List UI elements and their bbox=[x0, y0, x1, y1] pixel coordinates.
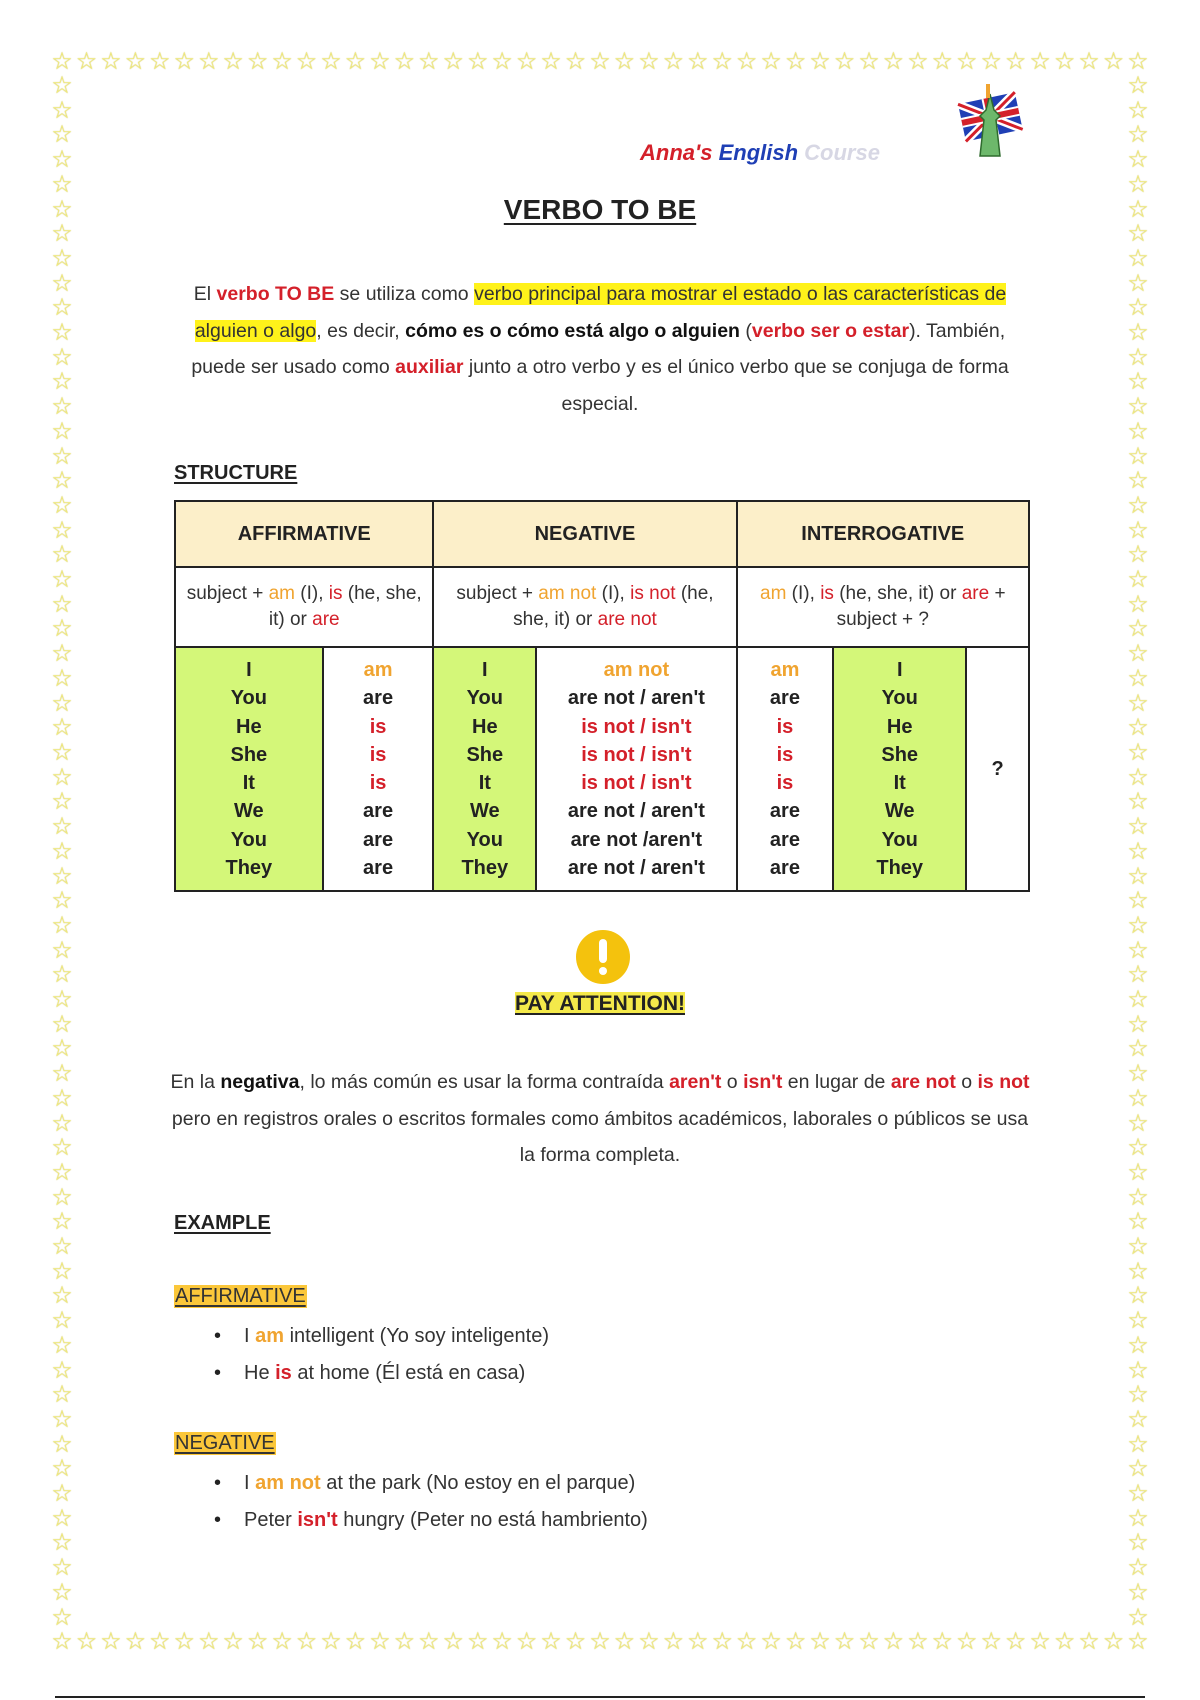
star-icon: ☆ bbox=[1004, 48, 1027, 75]
star-icon: ☆ bbox=[369, 48, 391, 75]
uk-flag-statue-logo-icon bbox=[950, 80, 1030, 160]
star-icon: ☆ bbox=[1127, 319, 1149, 347]
star-icon: ☆ bbox=[369, 1628, 391, 1655]
star-icon: ☆ bbox=[51, 491, 73, 519]
star-icon: ☆ bbox=[51, 1257, 73, 1285]
star-icon: ☆ bbox=[931, 48, 954, 75]
star-icon: ☆ bbox=[1078, 1628, 1100, 1655]
star-icon: ☆ bbox=[1127, 195, 1149, 223]
star-icon: ☆ bbox=[858, 1628, 880, 1655]
star-icon: ☆ bbox=[466, 1628, 489, 1655]
interrogative-rule: am (I), is (he, she, it) or are + subject + ? bbox=[737, 567, 1029, 647]
star-icon: ☆ bbox=[51, 170, 73, 198]
star-icon: ☆ bbox=[1127, 467, 1149, 495]
star-icon: ☆ bbox=[393, 1628, 416, 1655]
star-icon: ☆ bbox=[51, 837, 73, 865]
header-interrogative: INTERROGATIVE bbox=[737, 501, 1029, 567]
verb-to-be-table bbox=[174, 500, 1030, 892]
star-icon: ☆ bbox=[1029, 1628, 1051, 1655]
star-icon: ☆ bbox=[1127, 1405, 1149, 1433]
star-icon: ☆ bbox=[613, 48, 636, 75]
star-icon: ☆ bbox=[1127, 121, 1149, 149]
star-icon: ☆ bbox=[1053, 1628, 1076, 1655]
star-icon: ☆ bbox=[51, 1455, 73, 1483]
star-icon: ☆ bbox=[1127, 1282, 1149, 1310]
star-icon: ☆ bbox=[907, 1628, 929, 1655]
brand-title: Anna's English Course bbox=[640, 140, 880, 165]
star-icon: ☆ bbox=[980, 1628, 1002, 1655]
star-icon: ☆ bbox=[197, 1628, 220, 1655]
star-icon: ☆ bbox=[51, 1208, 73, 1236]
star-icon: ☆ bbox=[51, 1282, 73, 1310]
star-icon: ☆ bbox=[1127, 1356, 1149, 1384]
star-icon: ☆ bbox=[51, 1183, 73, 1211]
star-icon: ☆ bbox=[1127, 961, 1149, 989]
star-icon: ☆ bbox=[51, 1134, 73, 1162]
star-icon: ☆ bbox=[589, 48, 611, 75]
star-icon: ☆ bbox=[51, 1158, 73, 1186]
star-icon: ☆ bbox=[295, 48, 318, 75]
star-icon: ☆ bbox=[51, 1430, 73, 1458]
star-icon: ☆ bbox=[51, 294, 73, 322]
star-icon: ☆ bbox=[1127, 269, 1149, 297]
star-icon: ☆ bbox=[51, 1554, 73, 1582]
negative-examples-list bbox=[214, 1465, 648, 1538]
star-icon: ☆ bbox=[442, 1628, 464, 1655]
star-icon: ☆ bbox=[51, 936, 73, 964]
star-icon: ☆ bbox=[1127, 368, 1149, 396]
star-icon: ☆ bbox=[51, 590, 73, 618]
list-item: • He is at home (Él está en casa) bbox=[214, 1355, 549, 1392]
table-rule-row bbox=[175, 567, 1029, 647]
star-icon: ☆ bbox=[271, 1628, 293, 1655]
star-icon: ☆ bbox=[1127, 1381, 1149, 1409]
star-icon: ☆ bbox=[51, 1603, 73, 1631]
star-icon: ☆ bbox=[1127, 1233, 1149, 1261]
star-icon: ☆ bbox=[1127, 1208, 1149, 1236]
star-icon: ☆ bbox=[51, 1010, 73, 1038]
star-icon: ☆ bbox=[51, 788, 73, 816]
star-icon: ☆ bbox=[51, 615, 73, 643]
table-conjugation-row bbox=[175, 647, 1029, 891]
star-icon: ☆ bbox=[51, 887, 73, 915]
star-icon: ☆ bbox=[197, 48, 220, 75]
pay-attention-label: PAY ATTENTION! bbox=[515, 992, 685, 1015]
star-icon: ☆ bbox=[222, 1628, 244, 1655]
star-icon: ☆ bbox=[418, 48, 440, 75]
star-icon: ☆ bbox=[540, 48, 562, 75]
star-icon: ☆ bbox=[956, 1628, 978, 1655]
star-icon: ☆ bbox=[466, 48, 489, 75]
star-icon: ☆ bbox=[320, 48, 342, 75]
star-icon: ☆ bbox=[1127, 1109, 1149, 1137]
star-icon: ☆ bbox=[1127, 146, 1149, 174]
star-icon: ☆ bbox=[51, 269, 73, 297]
star-icon: ☆ bbox=[1127, 417, 1149, 445]
star-icon: ☆ bbox=[1127, 566, 1149, 594]
star-icon: ☆ bbox=[100, 1628, 122, 1655]
example-heading: EXAMPLE bbox=[174, 1212, 271, 1234]
star-icon: ☆ bbox=[687, 1628, 709, 1655]
star-icon: ☆ bbox=[1127, 1183, 1149, 1211]
star-icon: ☆ bbox=[1127, 763, 1149, 791]
star-icon: ☆ bbox=[882, 1628, 905, 1655]
star-icon: ☆ bbox=[51, 48, 73, 75]
star-icon: ☆ bbox=[1127, 615, 1149, 643]
star-icon: ☆ bbox=[784, 48, 807, 75]
star-icon: ☆ bbox=[1127, 72, 1149, 99]
star-icon: ☆ bbox=[1127, 343, 1149, 371]
star-icon: ☆ bbox=[907, 48, 929, 75]
star-icon: ☆ bbox=[980, 48, 1002, 75]
star-icon: ☆ bbox=[1078, 48, 1100, 75]
star-icon: ☆ bbox=[1127, 788, 1149, 816]
star-icon: ☆ bbox=[1127, 516, 1149, 544]
star-icon: ☆ bbox=[1127, 1307, 1149, 1335]
star-icon: ☆ bbox=[589, 1628, 611, 1655]
star-icon: ☆ bbox=[1127, 590, 1149, 618]
star-icon: ☆ bbox=[1127, 1010, 1149, 1038]
star-icon: ☆ bbox=[662, 48, 685, 75]
star-icon: ☆ bbox=[344, 48, 367, 75]
star-icon: ☆ bbox=[613, 1628, 636, 1655]
star-icon: ☆ bbox=[1127, 1480, 1149, 1508]
star-icon: ☆ bbox=[51, 1307, 73, 1335]
star-icon: ☆ bbox=[51, 689, 73, 717]
star-icon: ☆ bbox=[1127, 689, 1149, 717]
star-border-bottom bbox=[50, 1630, 1150, 1654]
star-icon: ☆ bbox=[735, 1628, 758, 1655]
star-icon: ☆ bbox=[1127, 1134, 1149, 1162]
star-icon: ☆ bbox=[1127, 1257, 1149, 1285]
negative-subjects: I You He She It We You They bbox=[433, 647, 536, 891]
star-icon: ☆ bbox=[51, 763, 73, 791]
star-icon: ☆ bbox=[1127, 220, 1149, 248]
star-icon: ☆ bbox=[51, 244, 73, 272]
star-icon: ☆ bbox=[1127, 1455, 1149, 1483]
star-icon: ☆ bbox=[51, 146, 73, 174]
star-icon: ☆ bbox=[711, 1628, 733, 1655]
list-item: • I am intelligent (Yo soy inteligente) bbox=[214, 1318, 549, 1355]
star-icon: ☆ bbox=[51, 640, 73, 668]
star-icon: ☆ bbox=[760, 48, 782, 75]
star-icon: ☆ bbox=[295, 1628, 318, 1655]
star-icon: ☆ bbox=[124, 48, 147, 75]
star-icon: ☆ bbox=[1127, 813, 1149, 841]
structure-heading: STRUCTURE bbox=[174, 462, 298, 484]
star-icon: ☆ bbox=[149, 1628, 171, 1655]
star-icon: ☆ bbox=[124, 1628, 147, 1655]
star-icon: ☆ bbox=[1004, 1628, 1027, 1655]
star-border-right bbox=[1126, 74, 1150, 1630]
star-icon: ☆ bbox=[51, 911, 73, 939]
star-icon: ☆ bbox=[1127, 664, 1149, 692]
star-icon: ☆ bbox=[515, 1628, 538, 1655]
star-icon: ☆ bbox=[246, 1628, 269, 1655]
star-icon: ☆ bbox=[1127, 986, 1149, 1014]
star-icon: ☆ bbox=[51, 319, 73, 347]
star-icon: ☆ bbox=[75, 1628, 98, 1655]
star-icon: ☆ bbox=[1127, 244, 1149, 272]
star-icon: ☆ bbox=[51, 714, 73, 742]
star-icon: ☆ bbox=[1127, 837, 1149, 865]
star-icon: ☆ bbox=[173, 1628, 196, 1655]
star-icon: ☆ bbox=[51, 1084, 73, 1112]
star-icon: ☆ bbox=[51, 72, 73, 99]
attention-paragraph: En la negativa, lo más común es usar la forma contraída aren't o isn't en lugar de are not o is not pero en registros orales o escritos formales como ámbitos académicos, laborales o públicos se usa la forma completa. bbox=[170, 1071, 1030, 1166]
star-icon: ☆ bbox=[51, 1331, 73, 1359]
star-icon: ☆ bbox=[1127, 170, 1149, 198]
star-icon: ☆ bbox=[1127, 1430, 1149, 1458]
star-icon: ☆ bbox=[1127, 491, 1149, 519]
star-icon: ☆ bbox=[100, 48, 122, 75]
star-icon: ☆ bbox=[51, 566, 73, 594]
affirmative-examples-list bbox=[214, 1318, 549, 1391]
star-icon: ☆ bbox=[51, 1035, 73, 1063]
star-icon: ☆ bbox=[1127, 1603, 1149, 1631]
star-icon: ☆ bbox=[1127, 1035, 1149, 1063]
star-icon: ☆ bbox=[51, 961, 73, 989]
star-icon: ☆ bbox=[1127, 1158, 1149, 1186]
star-icon: ☆ bbox=[320, 1628, 342, 1655]
star-icon: ☆ bbox=[51, 516, 73, 544]
star-icon: ☆ bbox=[1127, 1578, 1149, 1606]
star-icon: ☆ bbox=[638, 1628, 660, 1655]
header-affirmative: AFFIRMATIVE bbox=[175, 501, 433, 567]
star-icon: ☆ bbox=[1127, 738, 1149, 766]
star-icon: ☆ bbox=[931, 1628, 954, 1655]
star-icon: ☆ bbox=[1127, 911, 1149, 939]
star-icon: ☆ bbox=[809, 1628, 831, 1655]
star-icon: ☆ bbox=[1102, 1628, 1125, 1655]
star-icon: ☆ bbox=[51, 738, 73, 766]
star-icon: ☆ bbox=[393, 48, 416, 75]
star-icon: ☆ bbox=[956, 48, 978, 75]
question-mark-cell: ? bbox=[966, 647, 1029, 891]
star-icon: ☆ bbox=[1127, 640, 1149, 668]
exclamation-icon bbox=[576, 930, 630, 984]
star-icon: ☆ bbox=[1127, 442, 1149, 470]
intro-paragraph: El verbo TO BE se utiliza como verbo principal para mostrar el estado o las características de alguien o algo, es decir, cómo es o cómo está algo o alguien (verbo ser o estar). También, puede ser usado como auxiliar junto a otro verbo y es el único verbo que se conjuga de forma especial. bbox=[191, 283, 1009, 415]
star-icon: ☆ bbox=[149, 48, 171, 75]
star-icon: ☆ bbox=[1127, 294, 1149, 322]
star-icon: ☆ bbox=[51, 368, 73, 396]
interrogative-subjects: I You He She It We You They bbox=[833, 647, 966, 891]
star-icon: ☆ bbox=[833, 1628, 856, 1655]
star-icon: ☆ bbox=[51, 813, 73, 841]
star-icon: ☆ bbox=[51, 393, 73, 421]
star-icon: ☆ bbox=[51, 1060, 73, 1088]
star-icon: ☆ bbox=[51, 1480, 73, 1508]
star-icon: ☆ bbox=[1127, 393, 1149, 421]
star-icon: ☆ bbox=[833, 48, 856, 75]
star-icon: ☆ bbox=[173, 48, 196, 75]
affirmative-subjects: I You He She It We You They bbox=[175, 647, 323, 891]
star-icon: ☆ bbox=[51, 664, 73, 692]
star-icon: ☆ bbox=[1053, 48, 1076, 75]
star-icon: ☆ bbox=[51, 96, 73, 124]
example-negative-label: NEGATIVE bbox=[175, 1432, 275, 1454]
star-icon: ☆ bbox=[51, 986, 73, 1014]
star-icon: ☆ bbox=[246, 48, 269, 75]
affirmative-verbs: am are is is is are are are bbox=[323, 647, 434, 891]
table-header-row bbox=[175, 501, 1029, 567]
star-icon: ☆ bbox=[1127, 862, 1149, 890]
star-icon: ☆ bbox=[51, 195, 73, 223]
star-icon: ☆ bbox=[1127, 1060, 1149, 1088]
page-title: VERBO TO BE bbox=[503, 194, 697, 225]
star-icon: ☆ bbox=[1102, 48, 1125, 75]
star-icon: ☆ bbox=[491, 1628, 513, 1655]
footer-rule bbox=[55, 1696, 1145, 1698]
list-item: • I am not at the park (No estoy en el parque) bbox=[214, 1465, 648, 1502]
star-icon: ☆ bbox=[687, 48, 709, 75]
star-icon: ☆ bbox=[1127, 936, 1149, 964]
star-icon: ☆ bbox=[515, 48, 538, 75]
star-icon: ☆ bbox=[1029, 48, 1051, 75]
star-icon: ☆ bbox=[51, 343, 73, 371]
star-icon: ☆ bbox=[1127, 1504, 1149, 1532]
star-icon: ☆ bbox=[662, 1628, 685, 1655]
star-icon: ☆ bbox=[540, 1628, 562, 1655]
star-icon: ☆ bbox=[51, 541, 73, 569]
star-icon: ☆ bbox=[51, 1504, 73, 1532]
star-icon: ☆ bbox=[51, 220, 73, 248]
affirmative-rule: subject + am (I), is (he, she, it) or are bbox=[175, 567, 433, 647]
star-icon: ☆ bbox=[51, 1381, 73, 1409]
negative-verbs: am not are not / aren't is not / isn't is not / isn't is not / isn't are not / aren't are not /aren't are not / aren't bbox=[536, 647, 736, 891]
star-icon: ☆ bbox=[1127, 541, 1149, 569]
star-icon: ☆ bbox=[222, 48, 244, 75]
star-icon: ☆ bbox=[1127, 1628, 1149, 1655]
star-icon: ☆ bbox=[344, 1628, 367, 1655]
star-icon: ☆ bbox=[51, 121, 73, 149]
star-icon: ☆ bbox=[51, 1356, 73, 1384]
header-negative: NEGATIVE bbox=[433, 501, 736, 567]
star-icon: ☆ bbox=[51, 442, 73, 470]
star-icon: ☆ bbox=[1127, 1554, 1149, 1582]
star-icon: ☆ bbox=[1127, 1529, 1149, 1557]
star-border-top bbox=[50, 50, 1150, 74]
star-icon: ☆ bbox=[271, 48, 293, 75]
star-icon: ☆ bbox=[1127, 1331, 1149, 1359]
star-icon: ☆ bbox=[51, 1233, 73, 1261]
star-icon: ☆ bbox=[711, 48, 733, 75]
star-icon: ☆ bbox=[638, 48, 660, 75]
star-icon: ☆ bbox=[51, 1628, 73, 1655]
star-icon: ☆ bbox=[784, 1628, 807, 1655]
star-border-left bbox=[50, 74, 74, 1630]
star-icon: ☆ bbox=[442, 48, 464, 75]
star-icon: ☆ bbox=[882, 48, 905, 75]
star-icon: ☆ bbox=[51, 1109, 73, 1137]
star-icon: ☆ bbox=[1127, 714, 1149, 742]
star-icon: ☆ bbox=[1127, 887, 1149, 915]
star-icon: ☆ bbox=[809, 48, 831, 75]
list-item: • Peter isn't hungry (Peter no está hambriento) bbox=[214, 1502, 648, 1539]
star-icon: ☆ bbox=[75, 48, 98, 75]
star-icon: ☆ bbox=[564, 48, 587, 75]
star-icon: ☆ bbox=[491, 48, 513, 75]
star-icon: ☆ bbox=[760, 1628, 782, 1655]
star-icon: ☆ bbox=[1127, 1084, 1149, 1112]
star-icon: ☆ bbox=[735, 48, 758, 75]
star-icon: ☆ bbox=[1127, 48, 1149, 75]
star-icon: ☆ bbox=[51, 1529, 73, 1557]
star-icon: ☆ bbox=[51, 467, 73, 495]
star-icon: ☆ bbox=[858, 48, 880, 75]
star-icon: ☆ bbox=[564, 1628, 587, 1655]
star-icon: ☆ bbox=[51, 862, 73, 890]
negative-rule: subject + am not (I), is not (he, she, it) or are not bbox=[433, 567, 736, 647]
star-icon: ☆ bbox=[1127, 96, 1149, 124]
star-icon: ☆ bbox=[51, 417, 73, 445]
star-icon: ☆ bbox=[51, 1405, 73, 1433]
star-icon: ☆ bbox=[51, 1578, 73, 1606]
star-icon: ☆ bbox=[418, 1628, 440, 1655]
interrogative-verbs: am are is is is are are are bbox=[737, 647, 834, 891]
example-affirmative-label: AFFIRMATIVE bbox=[175, 1285, 306, 1307]
